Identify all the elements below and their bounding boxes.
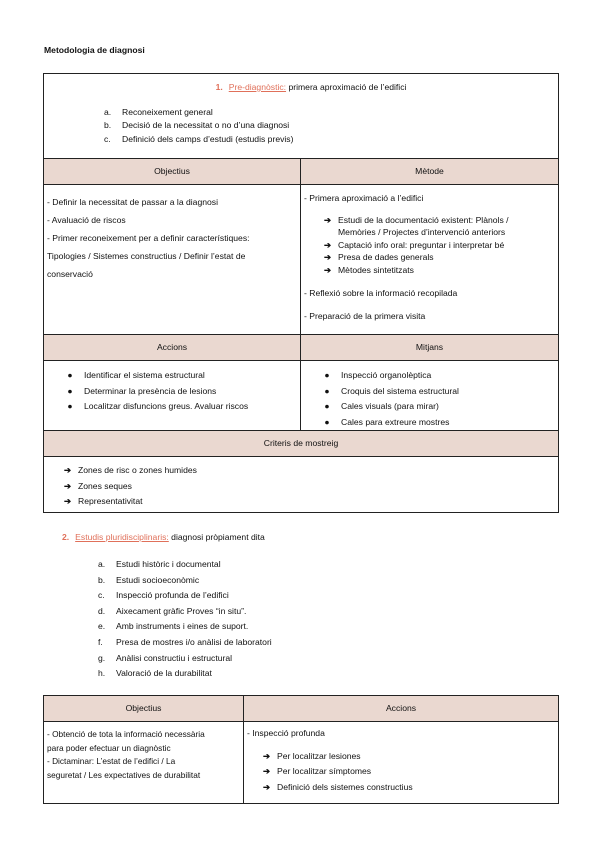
list-item: ➔ Representativitat [64, 494, 558, 510]
list-item: d. Aixecament gràfic Proves “in situ”. [98, 605, 247, 616]
list-item: Memòries / Projectes d’intervenció anteriors [338, 227, 506, 238]
list-item: ➔ Estudi de la documentació existent: Plànols / [324, 214, 509, 225]
mitjans-header: Mitjans [301, 335, 559, 361]
accions-header: Accions [44, 335, 301, 361]
arrow-icon: ➔ [64, 480, 72, 491]
arrow-icon: ➔ [64, 465, 72, 475]
section-2-subtitle: diagnosi pròpiament dita [168, 532, 265, 542]
list-item: ➔ Definició dels sistemes constructius [263, 780, 555, 796]
mitjans-cell [301, 361, 559, 431]
list-item: ● Inspecció organolèptica [319, 368, 558, 384]
arrow-icon: ➔ [324, 239, 332, 250]
arrow-icon: ➔ [324, 252, 332, 263]
objectius-header: Objectius [44, 159, 301, 185]
list-item: g. Anàlisi constructiu i estructural [98, 652, 233, 663]
list-item: ● Localitzar disfuncions greus. Avaluar riscos [62, 399, 300, 415]
bullet-icon: ● [324, 416, 330, 427]
section-1-subtitle: primera aproximació de l’edifici [286, 82, 407, 92]
list-item: ● Identificar el sistema estructural [62, 368, 300, 384]
list-item: ➔ Per localitzar símptomes [263, 764, 555, 780]
list-item: f. Presa de mostres i/o anàlisi de laboratori [98, 636, 272, 647]
section-2-link[interactable]: Estudis pluridisciplinaris: [75, 532, 169, 542]
accions-arrow-list [263, 749, 555, 796]
section-2-heading [62, 532, 265, 543]
list-item: c. Inspecció profunda de l’edifici [98, 590, 229, 601]
objectius-cell: - Definir la necessitat de passar a la diagnosi - Avaluació de riscos - Primer reconeixement per a definir característiques: Tipologies / Sistemes constructius / Definir l’estat de conservació [44, 185, 301, 335]
arrow-icon: ➔ [324, 214, 332, 225]
section-1-heading [64, 82, 558, 93]
bullet-icon: ● [324, 370, 330, 380]
list-item: a. Estudi històric i documental [98, 559, 221, 569]
objectius-header: Objectius [44, 696, 244, 722]
arrow-icon: ➔ [263, 766, 271, 777]
bullet-icon: ● [67, 401, 73, 411]
arrow-icon: ➔ [64, 496, 72, 506]
document-title: Metodologia de diagnosi [44, 45, 145, 55]
metode-header: Mètode [301, 159, 559, 185]
accions-header: Accions [244, 696, 559, 722]
list-item: e. Amb instruments i eines de suport. [98, 621, 249, 632]
list-item: ➔ Captació info oral: preguntar i interpretar bé [324, 239, 505, 250]
arrow-icon: ➔ [263, 781, 271, 792]
prediagnostic-intro-cell [44, 74, 559, 159]
section-1-list [104, 107, 558, 145]
list-item: b. Estudi socioeconòmic [98, 574, 200, 585]
criteris-header: Criteris de mostreig [44, 431, 559, 457]
list-item: ● Determinar la presència de lesions [62, 384, 300, 400]
list-item: ● Croquis del sistema estructural [319, 384, 558, 400]
list-item: ➔ Mètodes sintetitzats [324, 264, 414, 275]
bullet-icon: ● [67, 385, 73, 396]
list-item: ➔ Presa de dades generals [324, 252, 434, 263]
section-2-list [98, 557, 272, 682]
section-2-number: 2. [62, 532, 70, 542]
bullet-icon: ● [67, 370, 73, 380]
section-1-link[interactable]: Pre-diagnòstic: [228, 82, 287, 92]
bullet-icon: ● [324, 401, 330, 411]
list-item: ➔ Zones de risc o zones humides [64, 463, 558, 479]
section-1-number: 1. [215, 82, 223, 92]
bullet-icon: ● [324, 385, 330, 396]
objectius-cell: - Obtenció de tota la informació necessària para poder efectuar un diagnòstic - Dictaminar: L’estat de l’edifici / La seguretat / Les expectatives de durabilitat [44, 722, 244, 804]
accions-cell [44, 361, 301, 431]
list-item: ➔ Per localitzar lesiones [263, 749, 555, 765]
arrow-icon: ➔ [263, 750, 271, 761]
pluridisciplinary-table [43, 695, 559, 804]
list-item: ● Cales para extreure mostres [319, 415, 558, 431]
accions-cell: - Inspecció profunda ➔ Per localitzar lesiones ➔ Per localitzar símptomes ➔ Definició dels sistemes constructius [244, 722, 559, 804]
list-item: h. Valoració de la durabilitat [98, 668, 212, 679]
list-item: c. Definició dels camps d’estudi (estudis previs) [104, 134, 294, 145]
list-item: ● Cales visuals (para mirar) [319, 399, 558, 415]
list-item: b. Decisió de la necessitat o no d’una diagnosi [104, 120, 290, 131]
metode-arrow-list [324, 214, 555, 277]
list-item: a. Reconeixement general [104, 106, 213, 117]
metode-cell: - Primera aproximació a l’edifici ➔ Estudi de la documentació existent: Plànols / Memòries / Projectes d’intervenció anteriors ➔ Captació info oral: preguntar i interpretar bé ➔ Presa de dades generals ➔ Mètodes sintetitzats - Reflexió sobre la informació recopilada - Preparació de la primera visita [301, 185, 559, 335]
prediagnostic-table [43, 73, 559, 513]
list-item: ➔ Zones seques [64, 479, 558, 495]
criteris-cell [44, 457, 559, 513]
arrow-icon: ➔ [324, 264, 332, 275]
